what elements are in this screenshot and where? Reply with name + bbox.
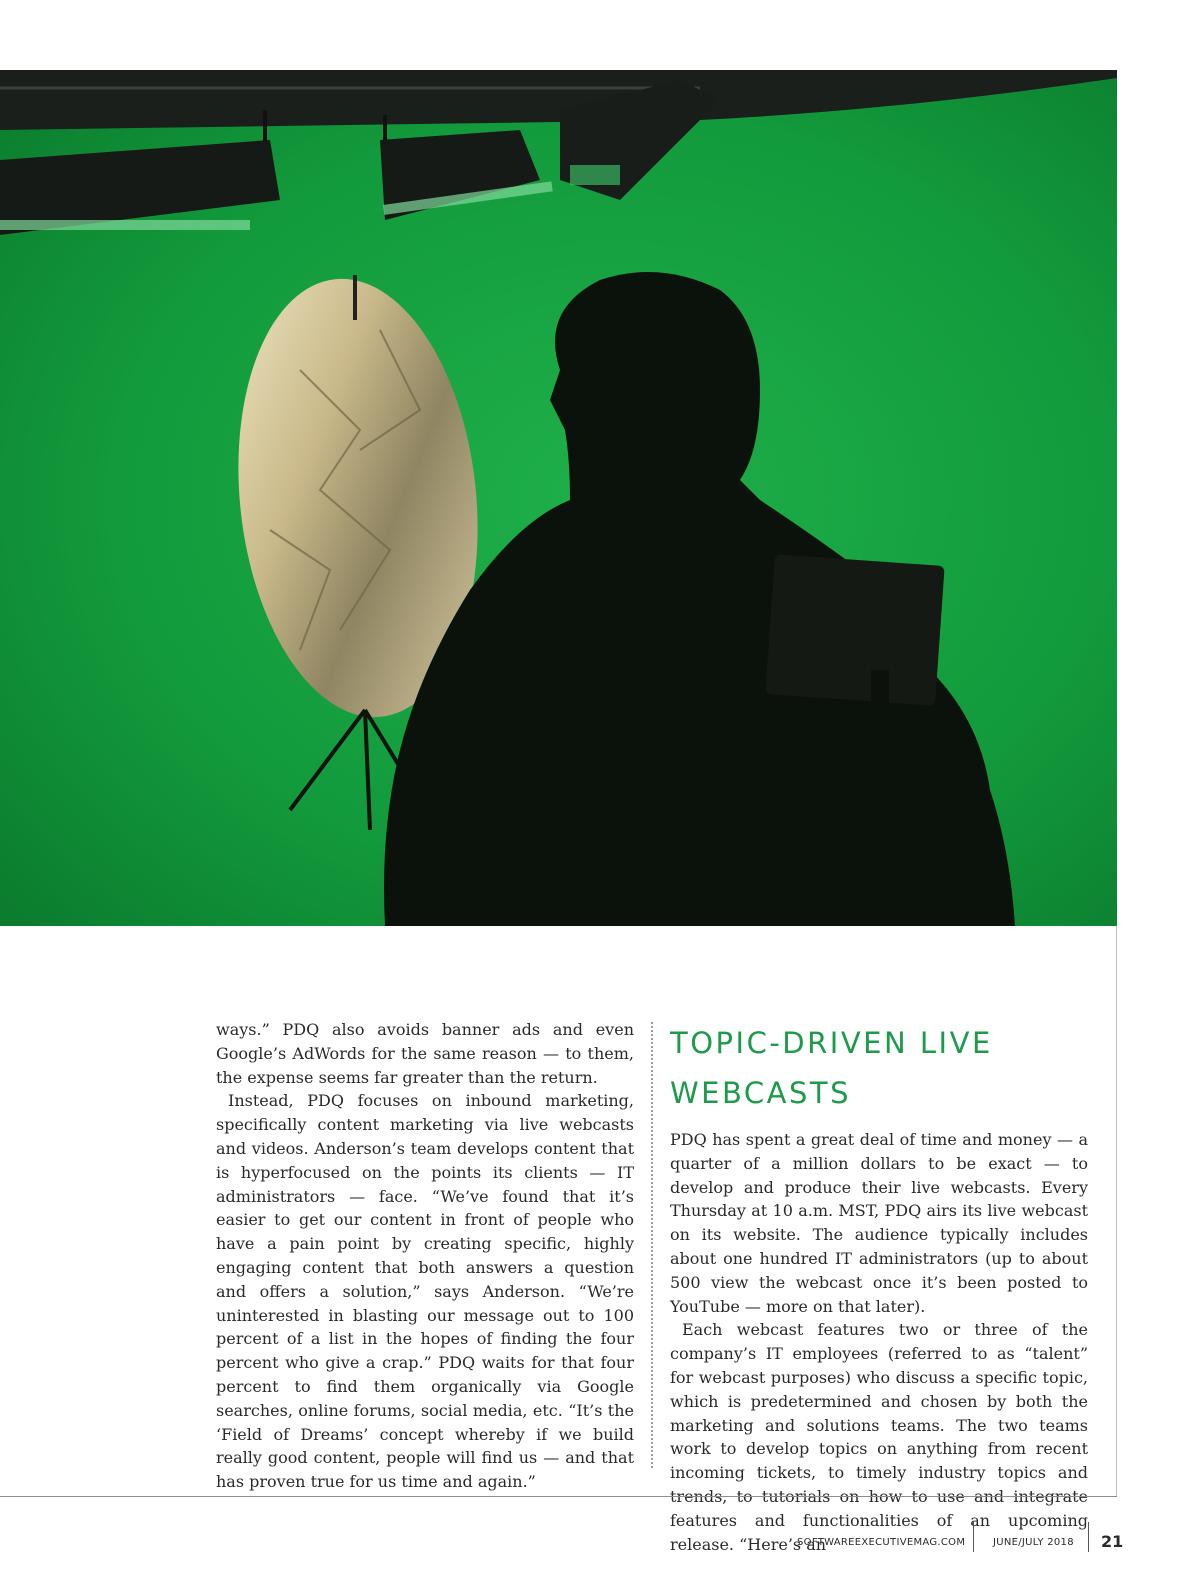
footer-website: SOFTWAREEXECUTIVEMAG.COM — [797, 1537, 966, 1548]
paragraph: Each webcast features two or three of the company’s IT employees (referred to as “talent” for webcast purposes) who discuss a specific topic, which is predetermined and chosen by both the marketing and solutions teams. The two teams work to develop topics on anything from recent incoming tickets, to timely industry topics and trends, to tutorials on how to use and integrate features and functionalities of an upcoming release. “Here’s an — [670, 1320, 1088, 1554]
paragraph: PDQ has spent a great deal of time and money — a quarter of a million dollars to be exact — to develop and produce their live webcasts. Every Thursday at 10 a.m. MST, PDQ airs its live webcast on its website. The audience typically includes about one hundred IT administrators (up to about 500 view the webcast once it’s been posted to YouTube — more on that later). — [670, 1130, 1088, 1316]
paragraph: ways.” PDQ also avoids banner ads and even Google’s AdWords for the same reason — to them, the expense seems far greater than the return. — [216, 1020, 634, 1087]
section-heading: TOPIC-DRIVEN LIVE WEBCASTS — [670, 1026, 993, 1110]
footer-separator — [973, 1522, 974, 1552]
column-divider — [651, 1022, 653, 1468]
article-column-left — [216, 1018, 634, 1494]
footer-separator — [1088, 1522, 1089, 1552]
paragraph: Instead, PDQ focuses on inbound marketing, specifically content marketing via live webcasts and videos. Anderson’s team develops content that is hyperfocused on the points its clients — IT administrators — face. “We’ve found that it’s easier to get our content in front of people who have a pain point by creating specific, highly engaging content that both answers a question and offers a solution,” says Anderson. “We’re uninterested in blasting our message out to 100 percent of a list in the hopes of finding the four percent who give a crap.” PDQ waits for that four percent to find them organically via Google searches, online forums, social media, etc. “It’s the ‘Field of Dreams’ concept whereby if we build really good content, people will find us — and that has proven true for us time and again.” — [216, 1091, 634, 1492]
article-column-right — [670, 1018, 1088, 1556]
handheld-light-panel — [765, 554, 944, 706]
page-edge-rule — [1116, 926, 1117, 1496]
footer-rule — [0, 1496, 1117, 1497]
page-number: 21 — [1101, 1532, 1124, 1551]
green-screen-photo — [0, 70, 1117, 926]
footer-issue-date: JUNE/JULY 2018 — [993, 1537, 1074, 1548]
